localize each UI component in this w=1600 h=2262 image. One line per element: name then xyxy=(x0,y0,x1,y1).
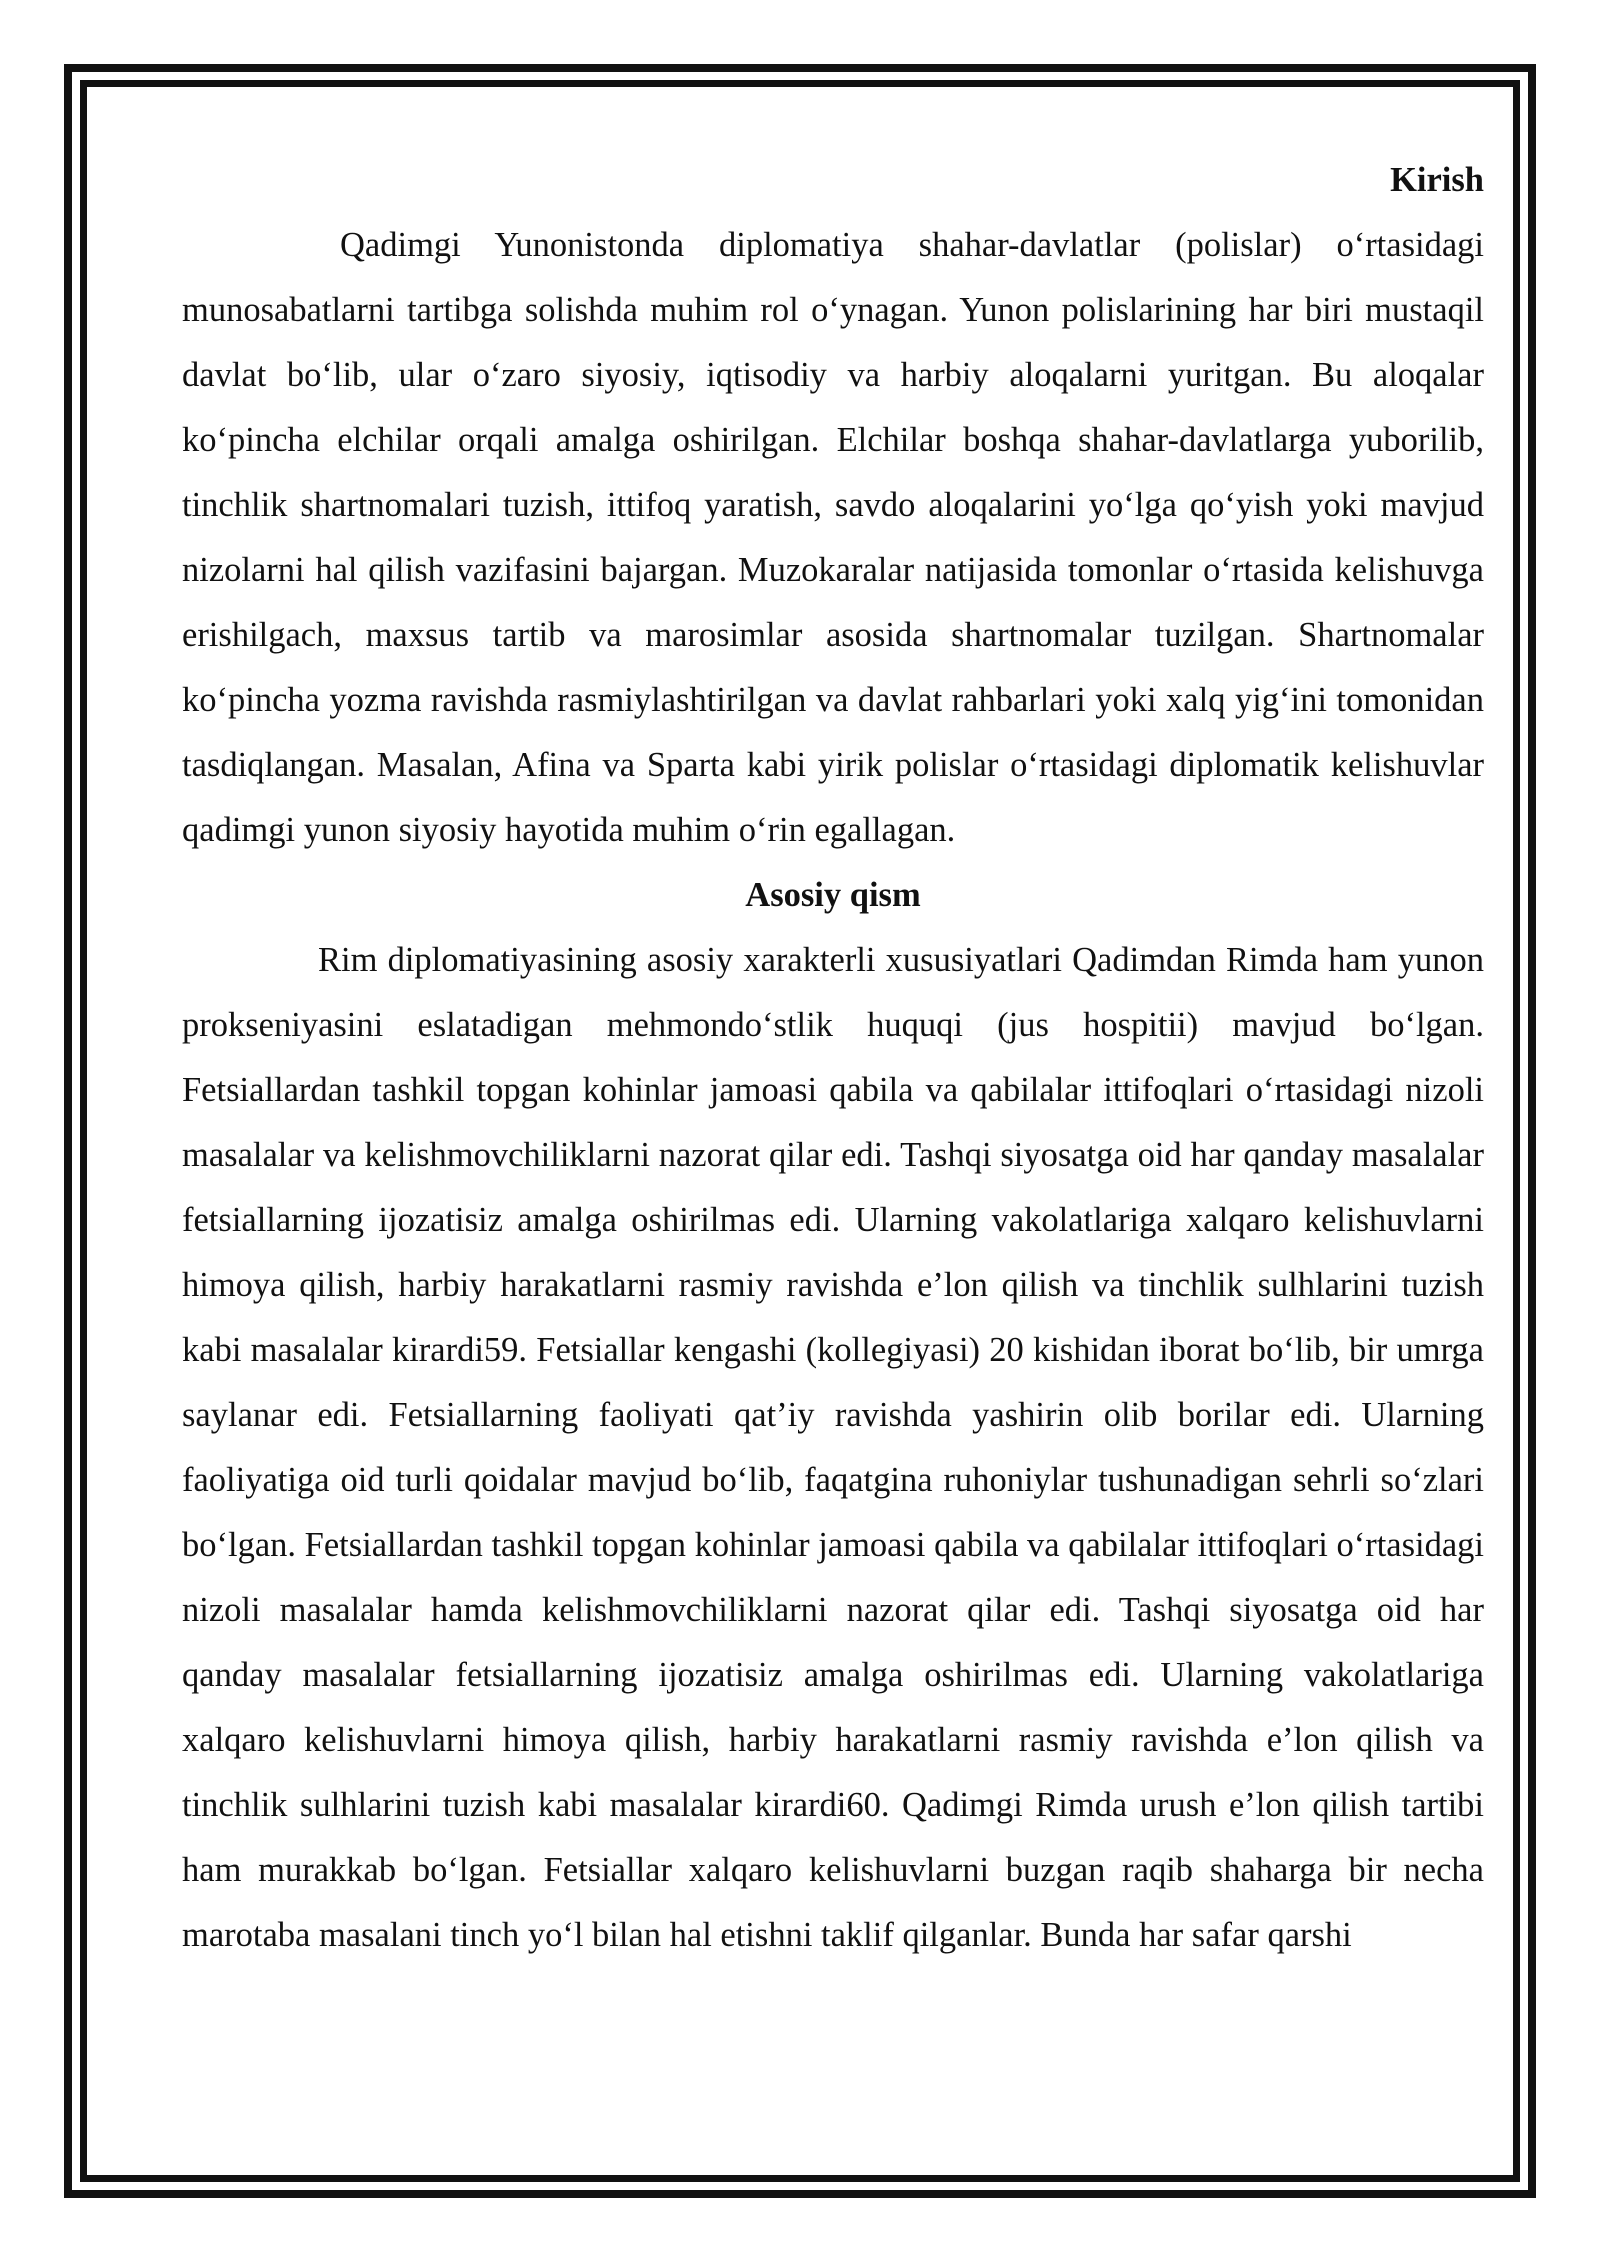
heading-intro: Kirish xyxy=(1390,161,1484,199)
paragraph-main: Rim diplomatiyasining asosiy xarakterli xususiyatlari Qadimdan Rimda ham yunon prokseniyasini eslatadigan mehmondo‘stlik huquqi (jus hospitii) mavjud bo‘lgan. Fetsiallardan tashkil topgan kohinlar jamoasi qabila va qabilalar ittifoqlari o‘rtasidagi nizoli masalalar va kelishmovchiliklarni nazorat qilar edi. Tashqi siyosatga oid har qanday masalalar fetsiallarning ijozatisiz amalga oshirilmas edi. Ularning vakolatlariga xalqaro kelishuvlarni himoya qilish, harbiy harakatlarni rasmiy ravishda e’lon qilish va tinchlik sulhlarini tuzish kabi masalalar kirardi59. Fetsiallar kengashi (kollegiyasi) 20 kishidan iborat bo‘lib, bir umrga saylanar edi. Fetsiallarning faoliyati qat’iy ravishda yashirin olib borilar edi. Ularning faoliyatiga oid turli qoidalar mavjud bo‘lib, faqatgina ruhoniylar tushunadigan sehrli so‘zlari bo‘lgan. Fetsiallardan tashkil topgan kohinlar jamoasi qabila va qabilalar ittifoqlari o‘rtasidagi nizoli masalalar hamda kelishmovchiliklarni nazorat qilar edi. Tashqi siyosatga oid har qanday masalalar fetsiallarning ijozatisiz amalga oshirilmas edi. Ularning vakolatlariga xalqaro kelishuvlarni himoya qilish, harbiy harakatlarni rasmiy ravishda e’lon qilish va tinchlik sulhlarini tuzish kabi masalalar kirardi60. Qadimgi Rimda urush e’lon qilish tartibi ham murakkab bo‘lgan. Fetsiallar xalqaro kelishuvlarni buzgan raqib shaharga bir necha marotaba masalani tinch yo‘l bilan hal etishni taklif qilganlar. Bunda har safar qarshi xyxy=(182,941,1485,1954)
heading-main: Asosiy qism xyxy=(745,876,921,914)
paragraph-intro: Qadimgi Yunonistonda diplomatiya shahar-davlatlar (polislar) o‘rtasidagi munosabatlarni tartibga solishda muhim rol o‘ynagan. Yunon polislarining har biri mustaqil davlat bo‘lib, ular o‘zaro siyosiy, iqtisodiy va harbiy aloqalarni yuritgan. Bu aloqalar ko‘pincha elchilar orqali amalga oshirilgan. Elchilar boshqa shahar-davlatlarga yuborilib, tinchlik shartnomalari tuzish, ittifoq yaratish, savdo aloqalarini yo‘lga qo‘yish yoki mavjud nizolarni hal qilish vazifasini bajargan. Muzokaralar natijasida tomonlar o‘rtasida kelishuvga erishilgach, maxsus tartib va marosimlar asosida shartnomalar tuzilgan. Shartnomalar ko‘pincha yozma ravishda rasmiylashtirilgan va davlat rahbarlari yoki xalq yig‘ini tomonidan tasdiqlangan. Masalan, Afina va Sparta kabi yirik polislar o‘rtasidagi diplomatik kelishuvlar qadimgi yunon siyosiy hayotida muhim o‘rin egallagan. xyxy=(182,226,1484,849)
document-body xyxy=(182,148,1484,1968)
